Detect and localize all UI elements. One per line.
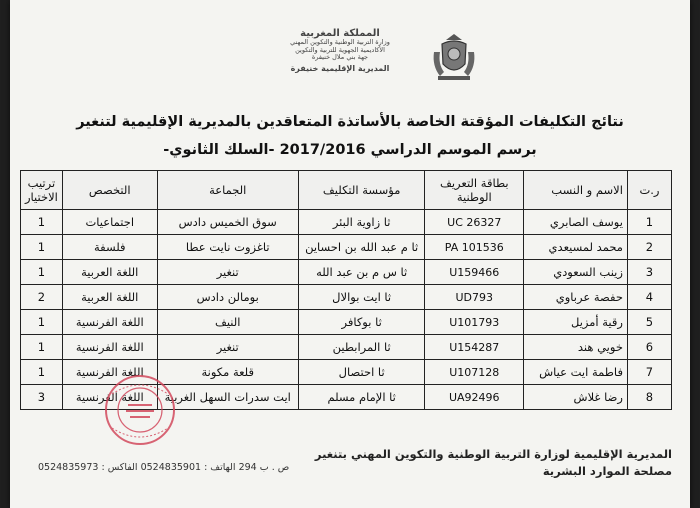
cell-rank: 1 xyxy=(21,210,63,235)
cell-rank: 1 xyxy=(21,335,63,360)
cell-num: 6 xyxy=(627,335,671,360)
document-page xyxy=(10,0,690,508)
cell-num: 5 xyxy=(627,310,671,335)
cell-name: يوسف الصابري xyxy=(524,210,628,235)
cell-school: ثا احتصال xyxy=(298,360,425,385)
cell-subject: اللغة الفرنسية xyxy=(62,360,157,385)
cell-rank: 1 xyxy=(21,310,63,335)
cell-school: ثا الإمام مسلم xyxy=(298,385,425,410)
table-row xyxy=(21,235,672,260)
title-line-2: برسم الموسم الدراسي 2017/2016 -السلك الثانوي- xyxy=(163,142,537,158)
footer-org-line-1: المديرية الإقليمية لوزارة التربية الوطنية والتكوين المهني بتنغير xyxy=(314,447,672,461)
letterhead-academy: الأكاديمية الجهوية للتربية والتكوين xyxy=(295,45,385,54)
cell-subject: اللغة العربية xyxy=(62,285,157,310)
table-header-row xyxy=(21,171,672,210)
cell-commune: تاغزوت نايت عطا xyxy=(157,235,298,260)
cell-rank: 1 xyxy=(21,260,63,285)
cell-subject: اجتماعيات xyxy=(62,210,157,235)
header-num: ر.ت xyxy=(627,171,671,210)
letterhead xyxy=(255,28,425,73)
cell-num: 4 xyxy=(627,285,671,310)
cell-school: ثا المرابطين xyxy=(298,335,425,360)
cell-commune: تنغير xyxy=(157,335,298,360)
cell-rank: 3 xyxy=(21,385,63,410)
footer-contact: ص . ب 294 الهاتف : 0524835901 الفاكس : 0524835973 xyxy=(38,462,290,473)
table-row xyxy=(21,335,672,360)
header-name: الاسم و النسب xyxy=(524,171,628,210)
cell-subject: اللغة الفرنسية xyxy=(62,385,157,410)
document-title xyxy=(30,108,670,164)
official-stamp xyxy=(92,372,188,448)
table-row xyxy=(21,260,672,285)
coat-of-arms-icon xyxy=(430,32,478,84)
cell-name: رضا غلاش xyxy=(524,385,628,410)
cell-rank: 1 xyxy=(21,235,63,260)
header-subject: التخصص xyxy=(62,171,157,210)
letterhead-directorate: المديرية الإقليمية خنيفرة xyxy=(290,63,390,73)
cell-cin: U101793 xyxy=(425,310,524,335)
cell-num: 2 xyxy=(627,235,671,260)
letterhead-kingdom: المملكة المغربية xyxy=(300,28,380,39)
cell-name: زينب السعودي xyxy=(524,260,628,285)
cell-subject: فلسفة xyxy=(62,235,157,260)
title-line-1: نتائج التكليفات المؤقتة الخاصة بالأساتذة المتعاقدين بالمديرية الإقليمية لتنغير xyxy=(76,114,624,130)
cell-num: 8 xyxy=(627,385,671,410)
cell-name: فاطمة ايت عياش xyxy=(524,360,628,385)
cell-name: خويي هند xyxy=(524,335,628,360)
cell-name: محمد لمسيعدي xyxy=(524,235,628,260)
cell-school: ثا بوكافر xyxy=(298,310,425,335)
cell-commune: تنغير xyxy=(157,260,298,285)
cell-rank: 1 xyxy=(21,360,63,385)
cell-cin: UD793 xyxy=(425,285,524,310)
cell-commune: بومالن دادس xyxy=(157,285,298,310)
cell-cin: U154287 xyxy=(425,335,524,360)
table-row xyxy=(21,285,672,310)
table-row xyxy=(21,310,672,335)
cell-cin: U159466 xyxy=(425,260,524,285)
cell-cin: UA92496 xyxy=(425,385,524,410)
cell-commune: سوق الخميس دادس xyxy=(157,210,298,235)
cell-commune: النيف xyxy=(157,310,298,335)
cell-cin: PA 101536 xyxy=(425,235,524,260)
cell-num: 1 xyxy=(627,210,671,235)
table-row xyxy=(21,210,672,235)
header-rank: ترتيب الاختيار xyxy=(21,171,63,210)
cell-school: ثا س م بن عبد الله xyxy=(298,260,425,285)
header-school: مؤسسة التكليف xyxy=(298,171,425,210)
cell-cin: U107128 xyxy=(425,360,524,385)
letterhead-region: جهة بني ملال خنيفرة xyxy=(311,53,369,61)
cell-rank: 2 xyxy=(21,285,63,310)
cell-school: ثا م عبد الله بن احساين xyxy=(298,235,425,260)
header-cin: بطاقة التعريف الوطنية xyxy=(425,171,524,210)
cell-name: رقية أمزيل xyxy=(524,310,628,335)
footer-org-line-2: مصلحة الموارد البشرية xyxy=(542,464,672,478)
header-commune: الجماعة xyxy=(157,171,298,210)
cell-subject: اللغة الفرنسية xyxy=(62,335,157,360)
cell-subject: اللغة الفرنسية xyxy=(62,310,157,335)
cell-num: 7 xyxy=(627,360,671,385)
cell-commune: ايت سدرات السهل الغربية xyxy=(157,385,298,410)
cell-commune: قلعة مكونة xyxy=(157,360,298,385)
cell-cin: UC 26327 xyxy=(425,210,524,235)
cell-num: 3 xyxy=(627,260,671,285)
cell-subject: اللغة العربية xyxy=(62,260,157,285)
cell-school: ثا زاوية البئر xyxy=(298,210,425,235)
cell-name: حفصة عرباوي xyxy=(524,285,628,310)
letterhead-ministry: وزارة التربية الوطنية والتكوين المهني xyxy=(290,38,390,46)
cell-school: ثا ايت بوالال xyxy=(298,285,425,310)
